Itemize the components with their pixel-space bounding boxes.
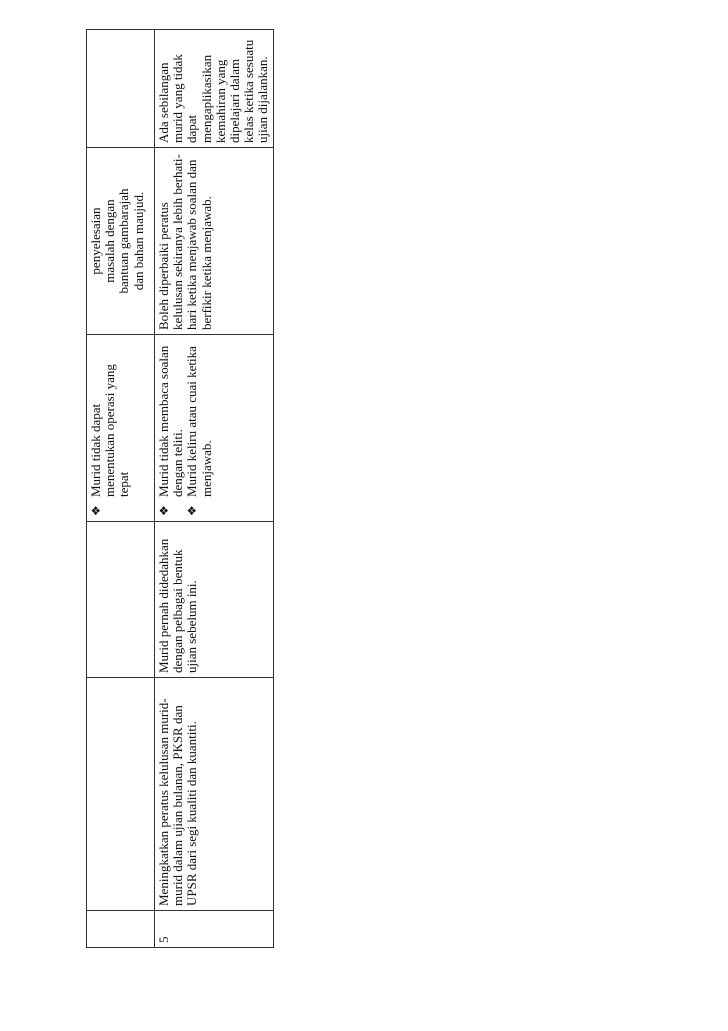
- cell-strength: Murid pernah didedahkan dengan pelbagai bentuk ujian sebelum ini.: [155, 522, 274, 678]
- cell-obstacle: Ada sebilangan murid yang tidak dapat mengaplikasikan kemahiran yang dipelajari dalam kelas ketika sesuatu ujian dijalankan.: [155, 30, 274, 148]
- text-line: masalah dengan: [102, 199, 118, 283]
- text-line: penyelesaian: [88, 207, 103, 275]
- diamond-bullet-icon: ❖: [157, 505, 171, 516]
- text-line: bantuan gambarajah: [116, 188, 132, 294]
- list-item: ❖ Murid keliru atau cuai ketika menjawab.: [184, 346, 214, 516]
- cell-number: [87, 911, 155, 948]
- diamond-bullet-icon: ❖: [185, 505, 200, 516]
- table-row: [155, 30, 274, 948]
- text-line: dan bahan maujud.: [130, 191, 146, 291]
- rotated-table-page: [86, 30, 273, 948]
- cell-obstacle: [87, 30, 155, 148]
- cell-improvement: [87, 148, 155, 335]
- cell-strength: [87, 522, 155, 678]
- cell-objective: [87, 678, 155, 911]
- table-row: [87, 30, 155, 948]
- cell-number: 5: [155, 911, 274, 948]
- diamond-bullet-icon: ❖: [89, 505, 103, 516]
- cell-weakness: [87, 335, 155, 522]
- plan-table: [86, 29, 274, 948]
- list-item: ❖ Murid tidak dapat menentukan operasi yang tepat: [88, 364, 132, 516]
- cell-weakness: [155, 335, 274, 522]
- list-item: ❖ Murid tidak membaca soalan dengan teliti.: [156, 345, 186, 516]
- rotated-table-wrapper: [86, 30, 273, 948]
- cell-improvement: Boleh diperbaiki peratus kelulusan sekiranya lebih berhati-hari ketika menjawab soalan dan berfikir ketika menjawab.: [155, 148, 274, 335]
- cell-objective: Meningkatkan peratus kelulusan murid-murid dalam ujian bulanan, PKSR dan UPSR dari segi kualiti dan kuantiti.: [155, 678, 274, 911]
